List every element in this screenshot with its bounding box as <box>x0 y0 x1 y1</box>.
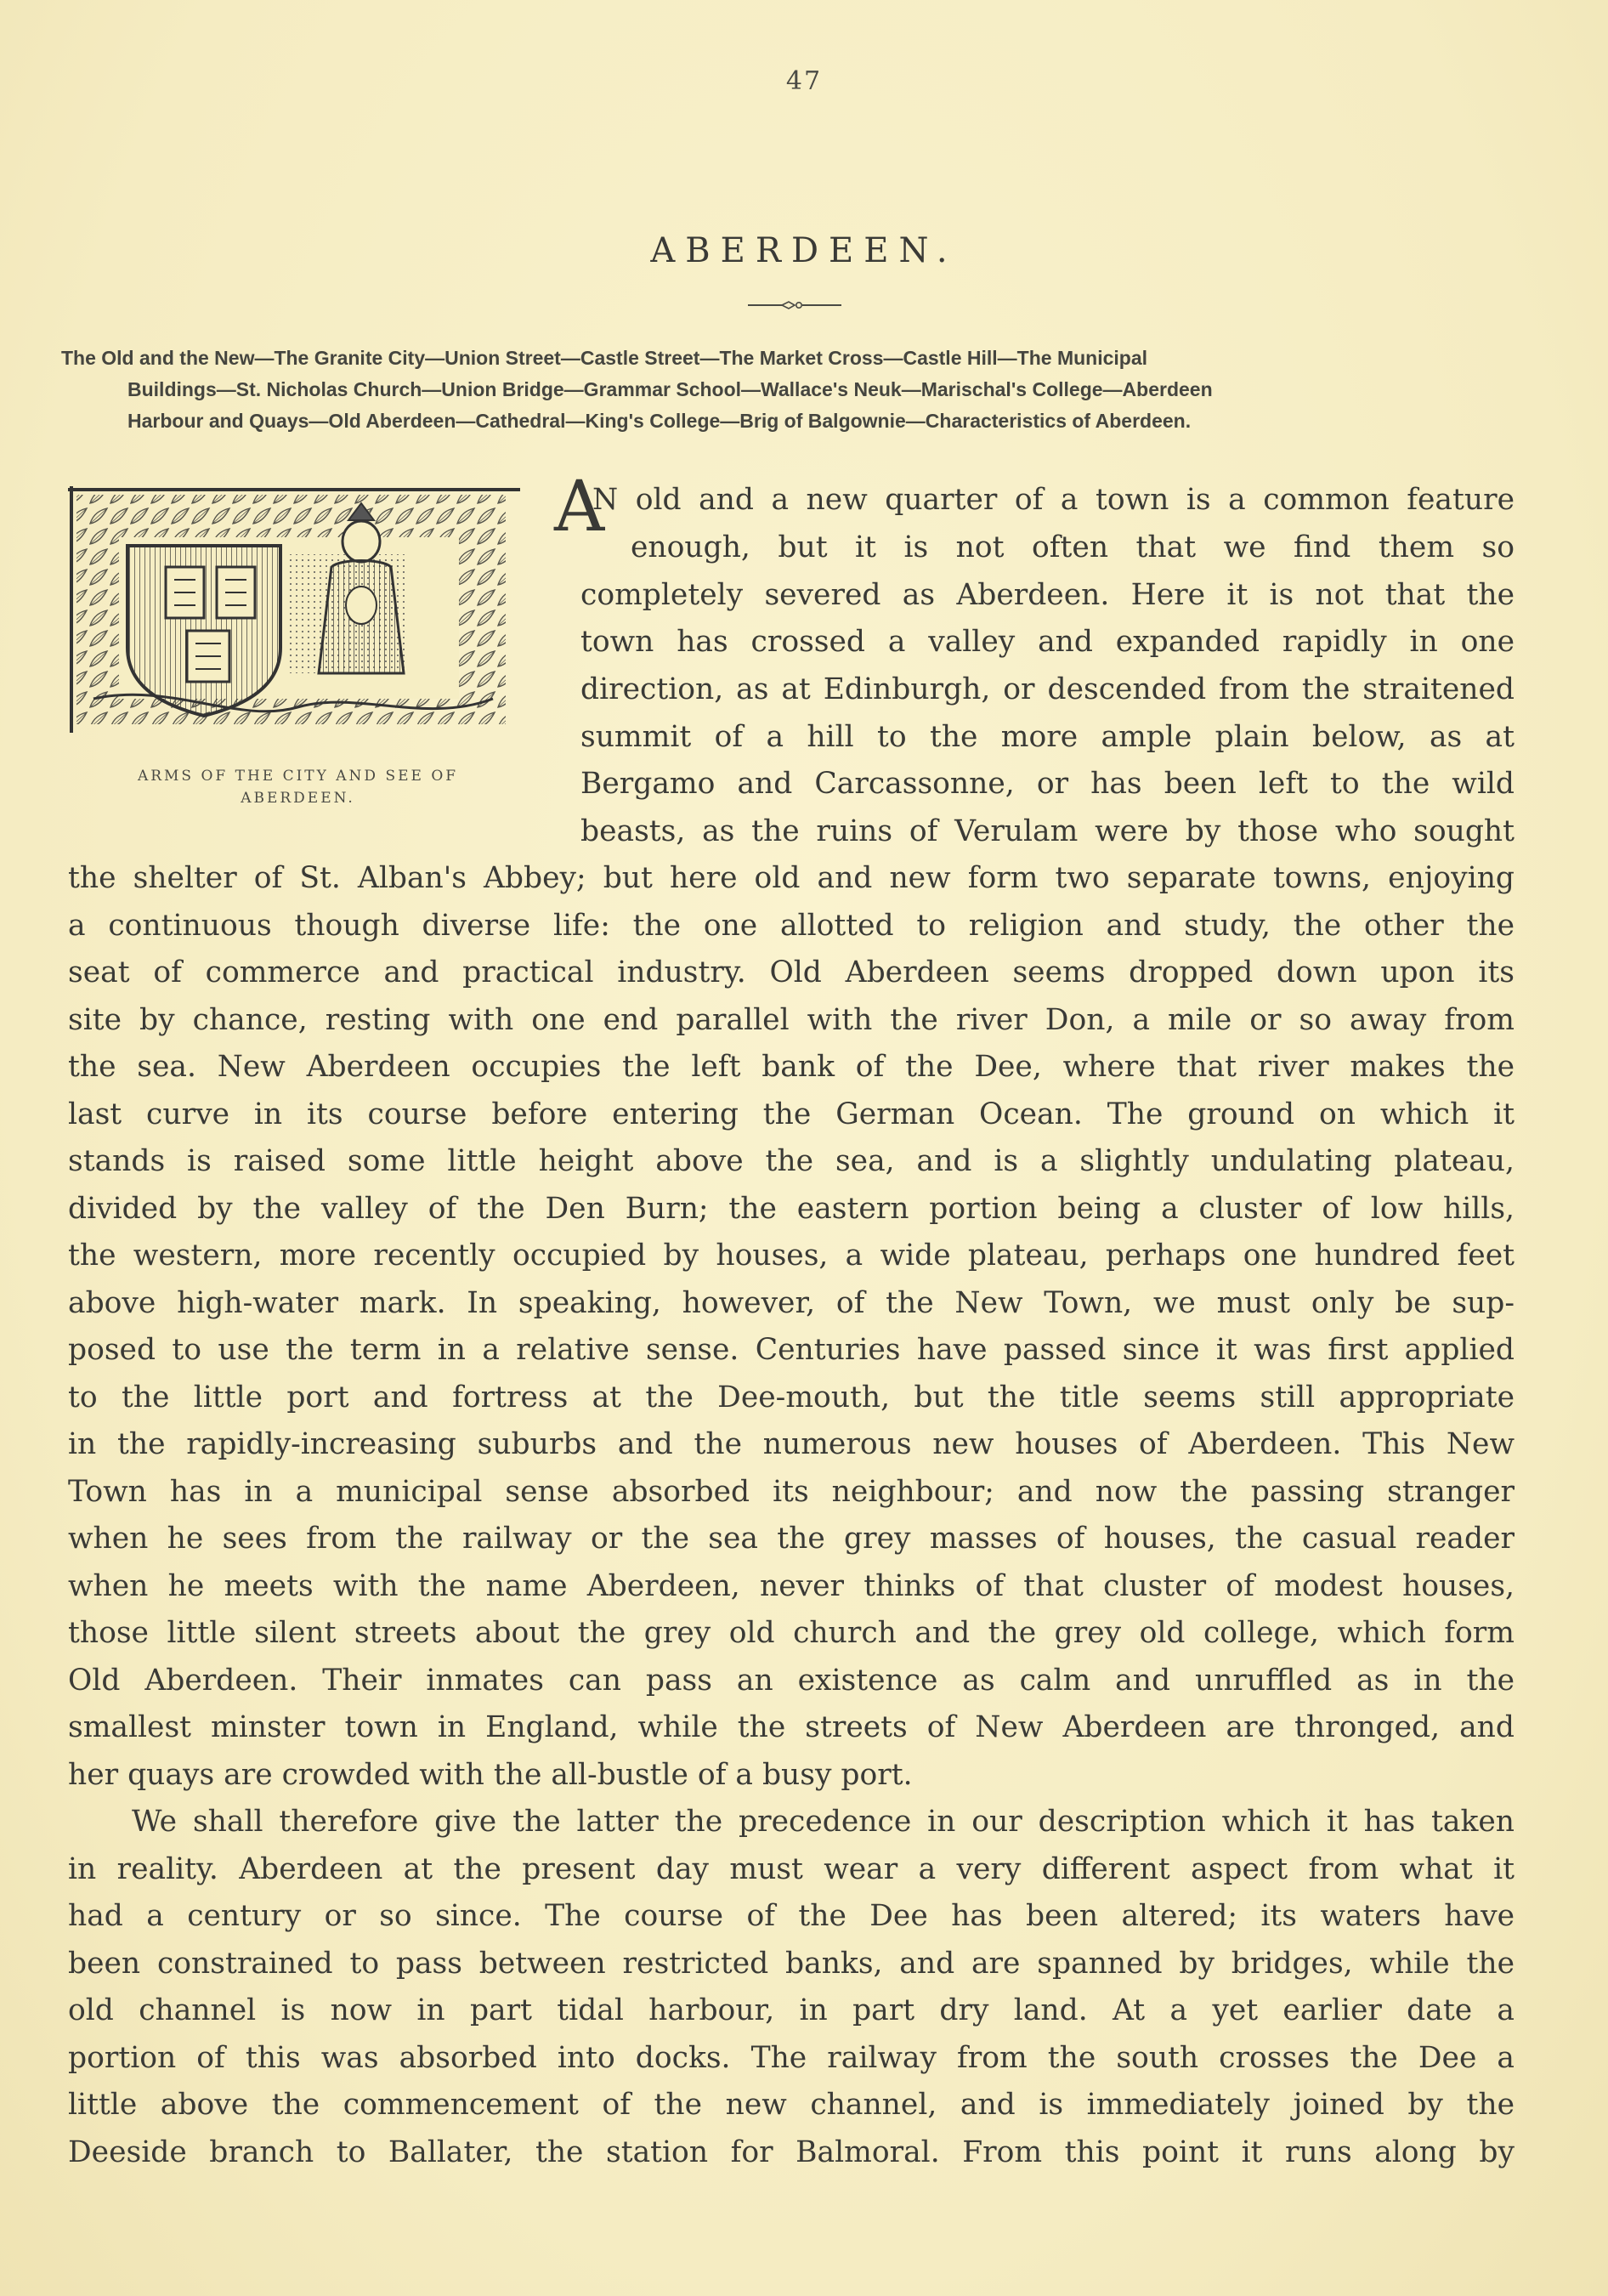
text-line: little above the commencement of the new channel, and is immediately joined by the <box>68 2088 1515 2122</box>
text-line: to the little port and fortress at the Dee-mouth, but the title seems still appropriate <box>68 1380 1515 1414</box>
caption-line: ARMS OF THE CITY AND SEE OF <box>137 768 459 785</box>
text-line: portion of this was absorbed into docks. The railway from the south crosses the Dee a <box>68 2041 1515 2075</box>
chapter-summary <box>61 347 1523 441</box>
text-line: enough, but it is not often that we find them so <box>631 530 1515 564</box>
text-line: town has crossed a valley and expanded rapidly in one <box>580 625 1515 659</box>
summary-line: Harbour and Quays—Old Aberdeen—Cathedral—King's College—Brig of Balgownie—Characteristics of Aberdeen. <box>127 410 1192 432</box>
text-line: posed to use the term in a relative sense. Centuries have passed since it was first applied <box>68 1333 1515 1367</box>
text-line: N old and a new quarter of a town is a common feature <box>592 483 1515 517</box>
text-line: the western, more recently occupied by houses, a wide plateau, perhaps one hundred feet <box>68 1239 1515 1273</box>
text-line: smallest minster town in England, while the streets of New Aberdeen are thronged, and <box>68 1710 1515 1744</box>
illustration-caption <box>83 765 512 809</box>
text-line: when he meets with the name Aberdeen, never thinks of that cluster of modest houses, <box>68 1569 1515 1603</box>
text-line: site by chance, resting with one end parallel with the river Don, a mile or so away from <box>68 1003 1515 1037</box>
text-line: divided by the valley of the Den Burn; the eastern portion being a cluster of low hills, <box>68 1192 1515 1226</box>
text-line: had a century or so since. The course of the Dee has been altered; its waters have <box>68 1899 1515 1933</box>
text-line: in reality. Aberdeen at the present day must wear a very different aspect from what it <box>68 1852 1515 1886</box>
text-line: when he sees from the railway or the sea the grey masses of houses, the casual reader <box>68 1522 1515 1556</box>
text-line: the sea. New Aberdeen occupies the left bank of the Dee, where that river makes the <box>68 1050 1515 1084</box>
text-line: been constrained to pass between restricted banks, and are spanned by bridges, while the <box>68 1947 1515 1981</box>
text-line: stands is raised some little height above the sea, and is a slightly undulating plateau, <box>68 1144 1515 1178</box>
summary-line: The Old and the New—The Granite City—Union Street—Castle Street—The Market Cross—Castle Hill—The Municipal <box>61 347 1148 369</box>
text-line: direction, as at Edinburgh, or descended from the straitened <box>580 672 1515 706</box>
text-line: a continuous though diverse life: the one allotted to religion and study, the other the <box>68 909 1515 943</box>
text-line: old channel is now in part tidal harbour, in part dry land. At a yet earlier date a <box>68 1993 1515 2027</box>
drop-cap: A <box>554 467 605 547</box>
chapter-title: ABERDEEN. <box>650 231 958 270</box>
caption-line: ABERDEEN. <box>241 790 355 807</box>
text-line: in the rapidly-increasing suburbs and the numerous new houses of Aberdeen. This New <box>68 1427 1515 1461</box>
text-line: beasts, as the ruins of Verulam were by those who sought <box>580 814 1515 848</box>
ornament-divider-icon <box>748 299 841 311</box>
text-line: above high-water mark. In speaking, however, of the New Town, we must only be sup- <box>68 1286 1515 1320</box>
text-line: Bergamo and Carcassonne, or has been left to the wild <box>580 767 1515 801</box>
page-number: 47 <box>785 66 823 96</box>
text-line: her quays are crowded with the all-bustle of a busy port. <box>68 1758 913 1792</box>
text-line: We shall therefore give the latter the precedence in our description which it has taken <box>132 1805 1515 1839</box>
text-line: the shelter of St. Alban's Abbey; but here old and new form two separate towns, enjoying <box>68 861 1515 895</box>
coat-of-arms-illustration <box>68 486 520 733</box>
text-line: completely severed as Aberdeen. Here it is not that the <box>580 578 1515 612</box>
summary-line: Buildings—St. Nicholas Church—Union Bridge—Grammar School—Wallace's Neuk—Marischal's College—Aberdeen <box>127 378 1213 400</box>
text-line: those little silent streets about the grey old church and the grey old college, which form <box>68 1616 1515 1650</box>
text-line: Old Aberdeen. Their inmates can pass an existence as calm and unruffled as in the <box>68 1664 1515 1698</box>
text-line: last curve in its course before entering the German Ocean. The ground on which it <box>68 1097 1515 1131</box>
text-line: seat of commerce and practical industry. Old Aberdeen seems dropped down upon its <box>68 955 1515 989</box>
text-line: Town has in a municipal sense absorbed its neighbour; and now the passing stranger <box>68 1475 1515 1509</box>
text-line: Deeside branch to Ballater, the station for Balmoral. From this point it runs along by <box>68 2135 1515 2169</box>
text-line: summit of a hill to the more ample plain below, as at <box>580 720 1515 754</box>
